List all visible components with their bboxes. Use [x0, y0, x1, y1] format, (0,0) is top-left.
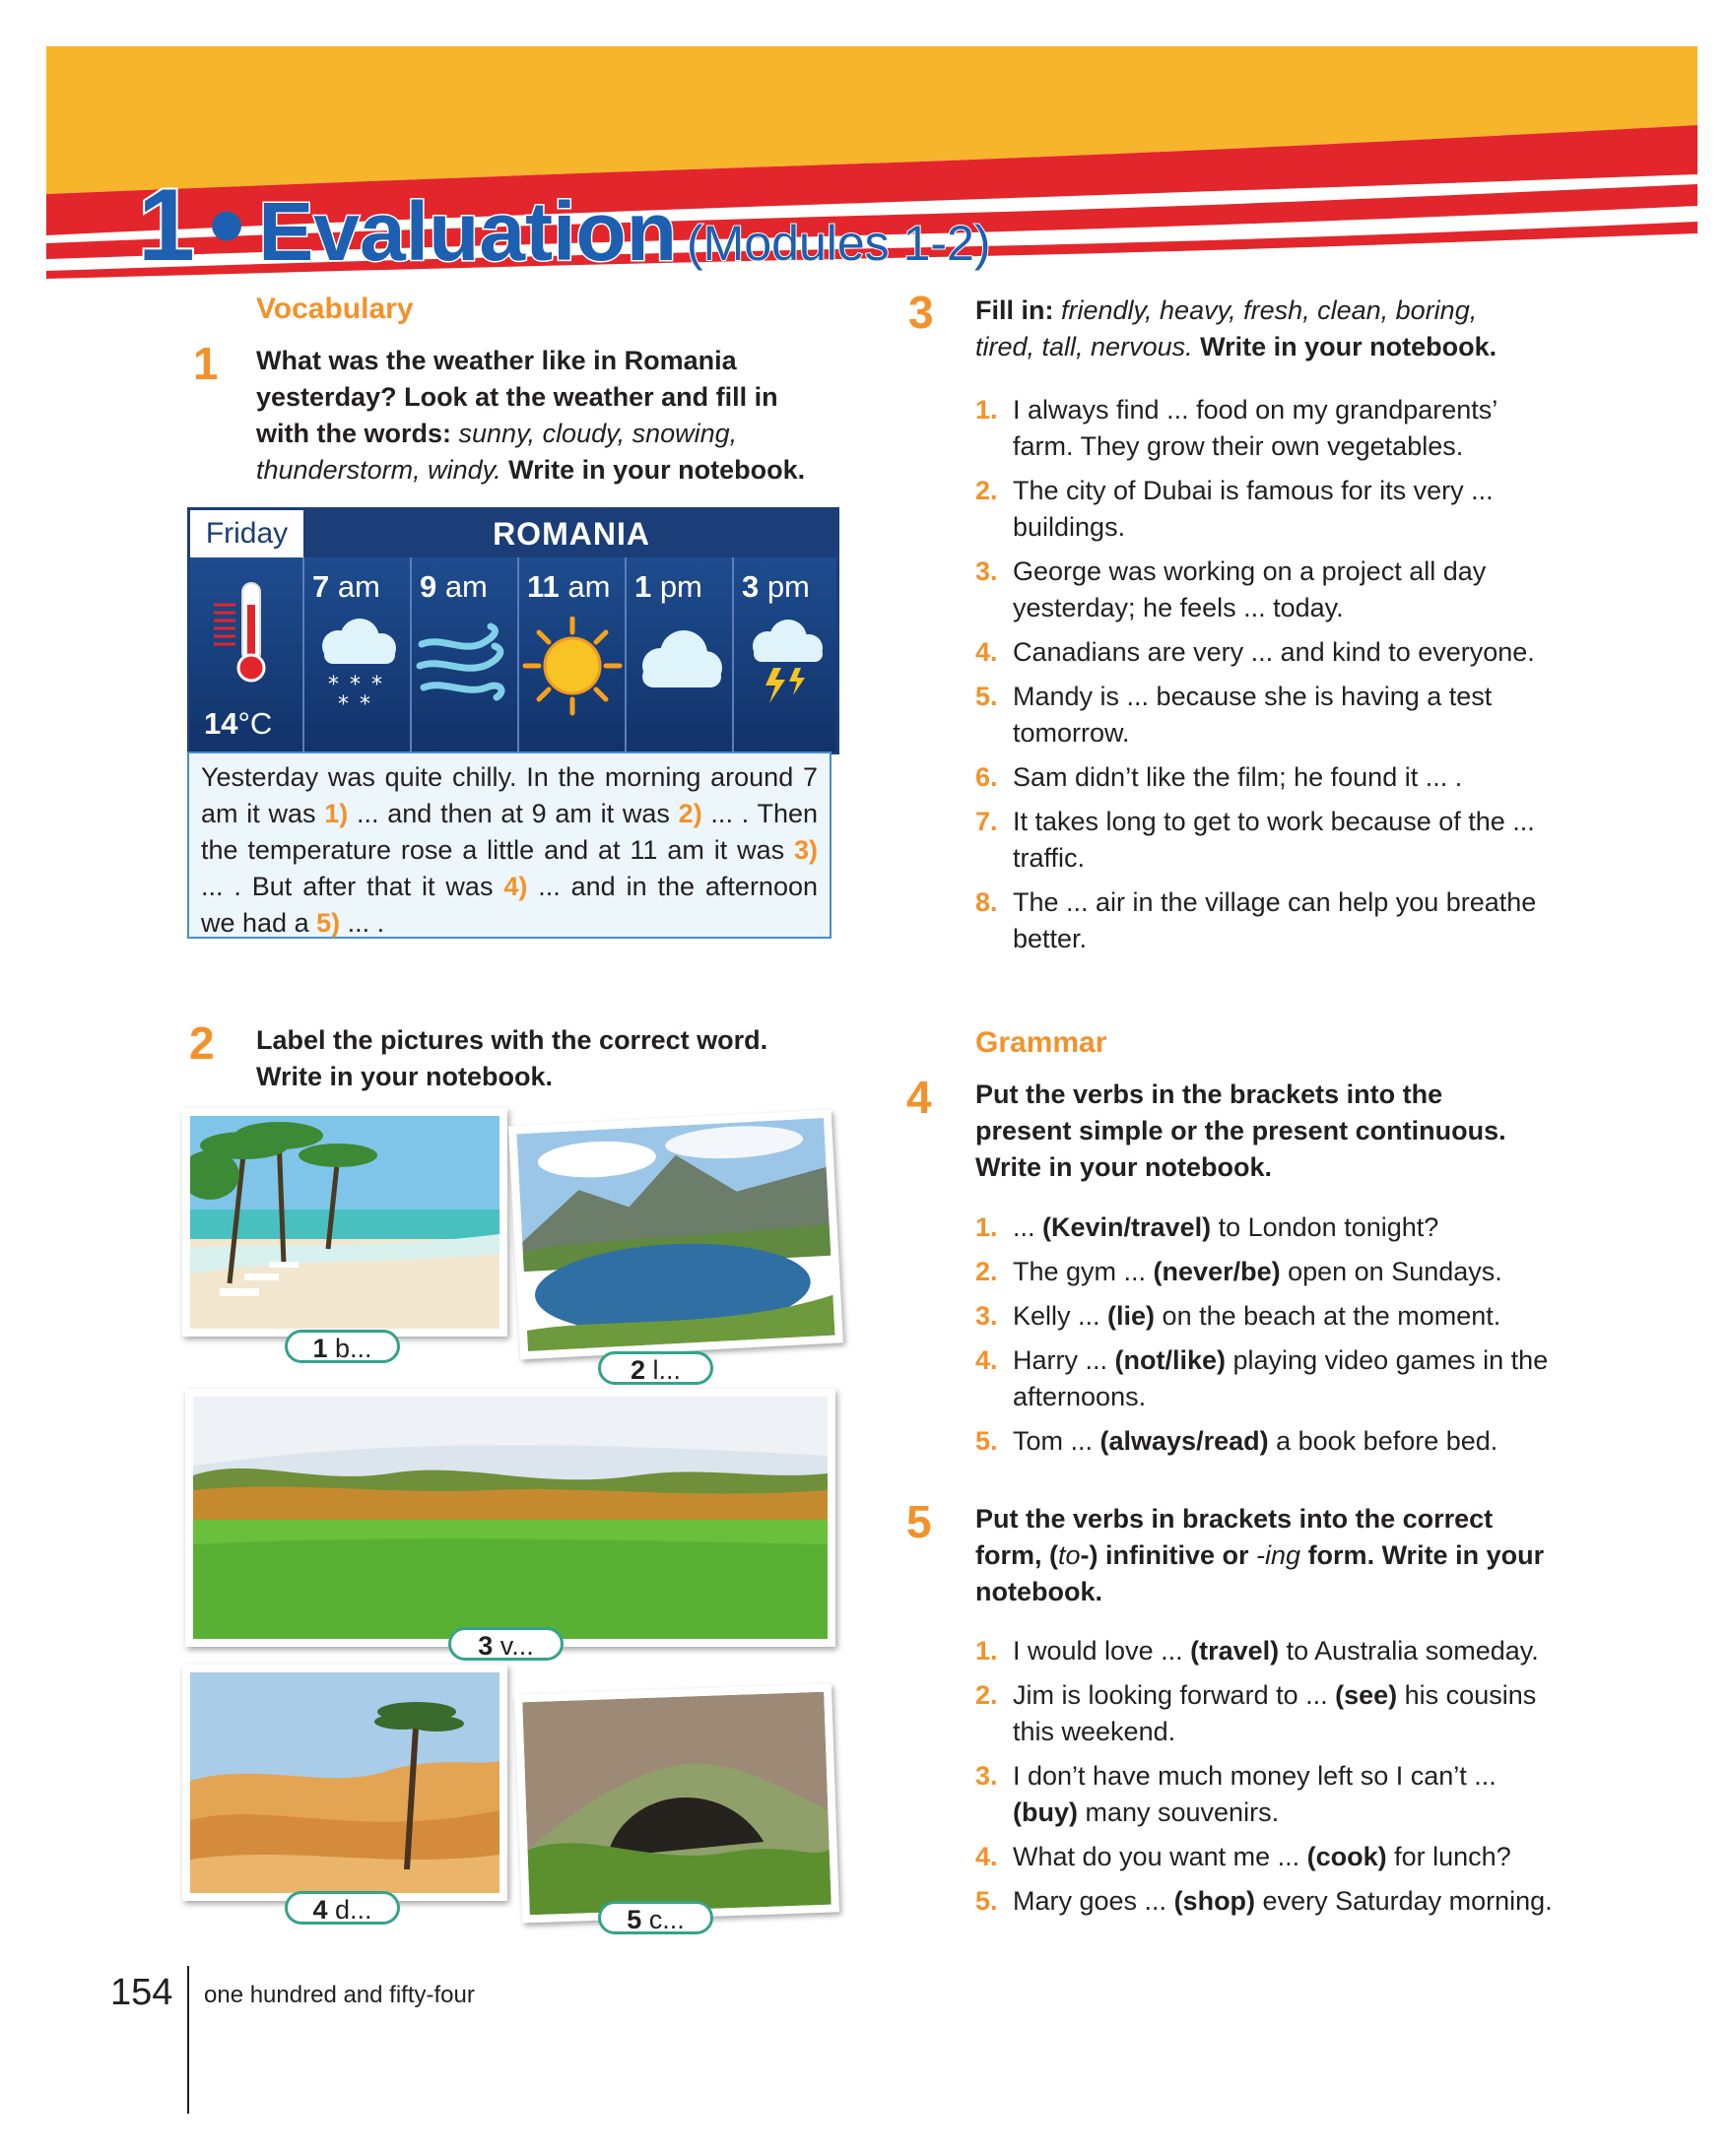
- beach-image: [190, 1116, 499, 1329]
- fill-in-label: Fill in:: [975, 295, 1054, 325]
- item-text: Canadians are very ... and kind to everyone.: [1013, 637, 1535, 667]
- page-number: 154: [110, 1972, 173, 2013]
- temperature-cell: [190, 557, 302, 751]
- instruction-line: Label the pictures with the correct word.: [256, 1025, 768, 1055]
- exercise-5-items: [975, 1633, 1557, 1927]
- instruction-line: yesterday? Look at the weather and fill in: [256, 382, 778, 412]
- item-number: 4.: [975, 1842, 998, 1871]
- item-text: Harry ...: [1013, 1345, 1115, 1375]
- instruction-text: -) infinitive or: [1080, 1540, 1257, 1570]
- photo-label-3: [448, 1627, 564, 1661]
- weather-slot: [517, 557, 625, 751]
- temperature-reading: [204, 706, 272, 742]
- photo-label-5: [598, 1901, 713, 1934]
- gap-number: 3): [793, 835, 818, 865]
- item-verb: (travel): [1190, 1636, 1280, 1666]
- instruction-line: Write in your notebook.: [975, 1152, 1273, 1182]
- item-number: 6.: [975, 762, 998, 792]
- list-item: [975, 473, 1557, 546]
- weather-slot: [302, 557, 410, 751]
- slot-time: [634, 569, 702, 605]
- photo-label-4: [285, 1891, 400, 1925]
- exercise-1-number: 1: [193, 338, 219, 389]
- list-item: [975, 1423, 1557, 1460]
- item-verb: (never/be): [1153, 1257, 1281, 1286]
- page-number-words: one hundred and fifty-four: [204, 1982, 475, 2008]
- item-text: George was working on a project all day yesterday; he feels ... today.: [1013, 556, 1487, 622]
- slot-hour: 7: [311, 569, 330, 604]
- text-segment: ... . But after that it was: [201, 872, 504, 901]
- exercise-5-number: 5: [906, 1496, 932, 1547]
- item-number: 1.: [975, 1636, 998, 1666]
- list-item: [975, 679, 1557, 751]
- desert-image: [190, 1672, 499, 1893]
- item-text: open on Sundays.: [1280, 1257, 1502, 1286]
- svg-text:*: *: [337, 692, 349, 717]
- item-text: many souvenirs.: [1077, 1797, 1280, 1827]
- item-number: 5.: [975, 1886, 998, 1916]
- weather-slot: [410, 557, 517, 751]
- item-text: The city of Dubai is famous for its very ... buildings.: [1013, 476, 1494, 542]
- exercise-3-instruction: [975, 293, 1566, 365]
- item-text: It takes long to get to work because of the ... traffic.: [1013, 807, 1535, 873]
- valley-photo: [185, 1389, 835, 1647]
- item-text: to London tonight?: [1211, 1212, 1439, 1242]
- list-item: [975, 1633, 1557, 1669]
- instruction-line: present simple or the present continuous.: [975, 1116, 1506, 1145]
- slot-period: am: [444, 569, 488, 604]
- grammar-heading: Grammar: [975, 1026, 1107, 1059]
- item-text: on the beach at the moment.: [1155, 1301, 1501, 1331]
- svg-text:*: *: [349, 673, 361, 697]
- word-list: tired, tall, nervous.: [975, 332, 1193, 361]
- item-number: 2.: [975, 476, 998, 505]
- weather-row: [190, 557, 836, 751]
- instruction-italic: -ing: [1256, 1540, 1301, 1570]
- word-list: sunny, cloudy, snowing,: [458, 419, 738, 448]
- slot-period: pm: [766, 569, 810, 604]
- instruction-line: with the words:: [256, 419, 451, 448]
- label-number: 4: [312, 1895, 328, 1925]
- item-text: The ... air in the village can help you breathe better.: [1013, 887, 1537, 953]
- item-text: playing video games in the afternoons.: [1013, 1345, 1549, 1411]
- list-item: [975, 1342, 1557, 1415]
- exercise-1-instruction: [256, 343, 847, 489]
- item-number: 2.: [975, 1680, 998, 1710]
- instruction-line: Put the verbs in the brackets into the: [975, 1079, 1443, 1109]
- cave-image: [522, 1692, 831, 1916]
- item-text: ...: [1013, 1212, 1043, 1242]
- weather-country: ROMANIA: [493, 515, 650, 552]
- instruction-line: Write in your notebook.: [256, 1062, 554, 1091]
- thermometer-icon: [210, 575, 279, 684]
- photo-label-2: [598, 1351, 713, 1385]
- item-text: The gym ...: [1013, 1257, 1154, 1286]
- instruction-italic: to: [1058, 1540, 1081, 1570]
- text-segment: ... and in the afternoon we had a: [201, 872, 818, 938]
- item-verb: (shop): [1173, 1886, 1256, 1916]
- exercise-4-instruction: [975, 1077, 1566, 1186]
- gap-number: 2): [678, 799, 702, 828]
- photo-label-1: [285, 1330, 400, 1363]
- bullet-dot: •: [208, 168, 245, 283]
- item-text: for lunch?: [1386, 1842, 1511, 1871]
- item-text: I always find ... food on my grandparents’ farm. They grow their own vegetables.: [1013, 395, 1497, 461]
- item-verb: (buy): [1013, 1797, 1078, 1827]
- slot-period: am: [337, 569, 380, 604]
- item-number: 8.: [975, 887, 998, 917]
- item-text: Mandy is ... because she is having a test tomorrow.: [1013, 682, 1493, 748]
- item-number: 2.: [975, 1257, 998, 1286]
- lake-photo: [508, 1110, 843, 1360]
- text-segment: Yesterday was quite chilly. In the morning around 7 am it was: [201, 762, 818, 828]
- slot-time: [312, 569, 380, 605]
- label-number: 1: [312, 1334, 328, 1363]
- item-number: 5.: [975, 682, 998, 711]
- page-subtitle: (Modules 1-2): [687, 216, 991, 271]
- slot-period: am: [567, 569, 611, 604]
- exercise-2-instruction: [256, 1022, 847, 1095]
- instruction-text: form. Write in your notebook.: [975, 1540, 1545, 1606]
- cave-photo: [514, 1683, 839, 1923]
- item-number: 4.: [975, 637, 998, 667]
- list-item: [975, 804, 1557, 877]
- list-item: [975, 1254, 1557, 1290]
- label-number: 5: [627, 1905, 642, 1934]
- item-text: every Saturday morning.: [1255, 1886, 1553, 1916]
- list-item: [975, 1677, 1557, 1750]
- list-item: [975, 1758, 1557, 1831]
- exercise-3-items: [975, 392, 1557, 965]
- label-number: 2: [630, 1355, 645, 1385]
- list-item: [975, 759, 1557, 796]
- unit-heading: [138, 167, 990, 285]
- instruction-end: Write in your notebook.: [508, 455, 806, 485]
- item-text: I don’t have much money left so I can’t ...: [1013, 1761, 1497, 1791]
- label-text: c...: [648, 1905, 685, 1934]
- list-item: [975, 554, 1557, 626]
- item-number: 7.: [975, 807, 998, 836]
- item-text: Mary goes ...: [1013, 1886, 1174, 1916]
- item-number: 1.: [975, 1212, 998, 1242]
- instruction-line: What was the weather like in Romania: [256, 346, 737, 375]
- text-segment: ... and then at 9 am it was: [348, 799, 679, 828]
- item-number: 1.: [975, 395, 998, 425]
- item-number: 3.: [975, 556, 998, 586]
- list-item: [975, 1883, 1557, 1920]
- list-item: [975, 392, 1557, 465]
- desert-photo: [182, 1665, 507, 1901]
- item-text: Tom ...: [1013, 1426, 1100, 1456]
- label-text: v...: [499, 1631, 534, 1661]
- weather-header: [190, 510, 836, 557]
- svg-text:*: *: [370, 673, 382, 697]
- slot-hour: 1: [633, 569, 652, 604]
- footer-divider: [187, 1966, 189, 2114]
- label-number: 3: [478, 1631, 494, 1661]
- item-number: 3.: [975, 1761, 998, 1791]
- item-text: What do you want me ...: [1013, 1842, 1307, 1871]
- temperature-unit: °C: [237, 706, 273, 741]
- item-text: his cousins this weekend.: [1013, 1680, 1537, 1746]
- item-verb: (see): [1335, 1680, 1398, 1710]
- label-text: d...: [335, 1895, 372, 1925]
- word-list: thunderstorm, windy.: [256, 455, 501, 485]
- slot-time: [527, 569, 610, 605]
- valley-image: [193, 1397, 828, 1639]
- instruction-text: Put the verbs in brackets into the correct form, (: [975, 1504, 1494, 1570]
- sun-icon: [519, 617, 626, 725]
- gap-fill-text: [187, 751, 832, 939]
- page-title: Evaluation: [258, 185, 678, 278]
- exercise-4-number: 4: [906, 1072, 932, 1123]
- temperature-value: 14: [204, 706, 238, 741]
- wind-icon: [412, 617, 518, 725]
- item-text: Sam didn’t like the film; he found it ... .: [1013, 762, 1463, 792]
- svg-text:*: *: [359, 692, 370, 717]
- text-segment: ... . Then the temperature rose a little and at 11 am it was: [201, 799, 818, 865]
- gap-number: 5): [316, 908, 341, 938]
- list-item: [975, 884, 1557, 957]
- svg-text:*: *: [327, 673, 339, 697]
- unit-number: 1: [138, 168, 195, 283]
- list-item: [975, 1298, 1557, 1335]
- item-verb: (always/read): [1099, 1426, 1269, 1456]
- item-number: 3.: [975, 1301, 998, 1331]
- slot-hour: 9: [419, 569, 437, 604]
- list-item: [975, 1839, 1557, 1875]
- item-number: 4.: [975, 1345, 998, 1375]
- slot-time: [742, 569, 810, 605]
- list-item: [975, 634, 1557, 671]
- item-text: Jim is looking forward to ...: [1013, 1680, 1336, 1710]
- cloud-icon: [627, 617, 733, 725]
- vocabulary-heading: Vocabulary: [256, 293, 414, 325]
- instruction-end: Write in your notebook.: [1200, 332, 1497, 361]
- item-text: a book before bed.: [1268, 1426, 1498, 1456]
- label-text: b...: [335, 1334, 372, 1363]
- slot-time: [420, 569, 488, 605]
- exercise-3-number: 3: [908, 287, 934, 338]
- exercise-4-items: [975, 1209, 1557, 1468]
- label-text: l...: [652, 1355, 682, 1385]
- item-verb: (not/like): [1114, 1345, 1227, 1375]
- weather-slot: [732, 557, 836, 751]
- word-list: friendly, heavy, fresh, clean, boring,: [1061, 295, 1478, 325]
- item-text: I would love ...: [1013, 1636, 1191, 1666]
- gap-number: 4): [503, 872, 528, 901]
- list-item: [975, 1209, 1557, 1246]
- weather-day: Friday: [190, 510, 306, 557]
- item-text: to Australia someday.: [1279, 1636, 1539, 1666]
- item-verb: (lie): [1107, 1301, 1156, 1331]
- slot-period: pm: [659, 569, 702, 604]
- weather-slot: [625, 557, 732, 751]
- item-number: 5.: [975, 1426, 998, 1456]
- beach-photo: [182, 1108, 507, 1337]
- thunderstorm-icon: [734, 617, 837, 725]
- slot-hour: 3: [741, 569, 760, 604]
- item-text: Kelly ...: [1013, 1301, 1108, 1331]
- exercise-2-number: 2: [189, 1017, 215, 1069]
- lake-image: [516, 1118, 834, 1351]
- item-verb: (Kevin/travel): [1042, 1212, 1212, 1242]
- text-segment: ... .: [340, 908, 385, 938]
- weather-table: [187, 507, 839, 754]
- exercise-5-instruction: [975, 1501, 1557, 1610]
- item-verb: (cook): [1306, 1842, 1387, 1871]
- slot-hour: 11: [526, 569, 560, 604]
- snow-cloud-icon: [304, 617, 411, 725]
- gap-number: 1): [324, 799, 349, 828]
